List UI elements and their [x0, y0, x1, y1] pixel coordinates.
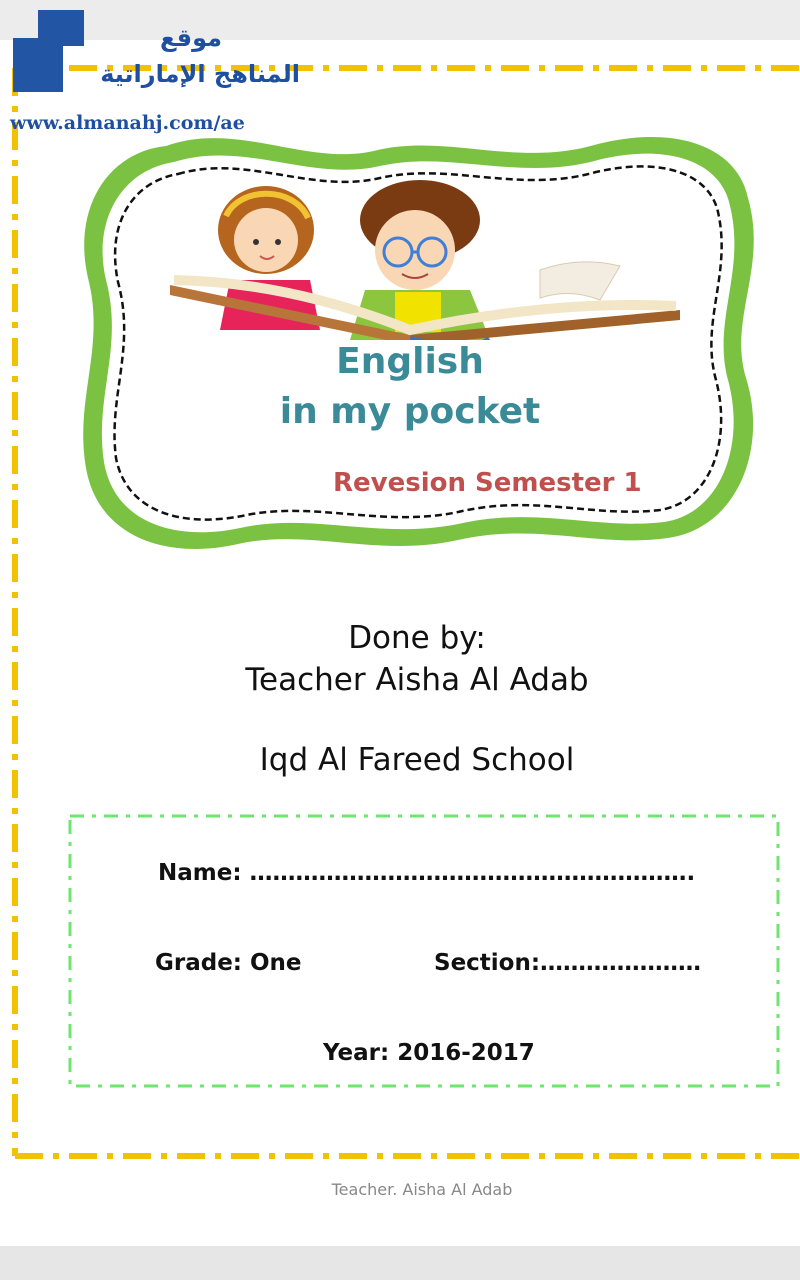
logo-url[interactable]: www.almanahj.com/ae — [10, 112, 245, 134]
logo-arabic-line-2: المناهج الإماراتية — [100, 60, 300, 88]
grade-field: Grade: One — [155, 950, 302, 976]
document-subtitle: Revesion Semester 1 — [333, 468, 642, 498]
almanahj-logo[interactable] — [10, 10, 300, 140]
document-page — [0, 40, 800, 1246]
teacher-name: Teacher Aisha Al Adab — [245, 662, 589, 698]
name-field: Name: …………………………………………………. — [158, 860, 696, 886]
viewer-bottom-bar — [0, 1246, 800, 1280]
done-by-label: Done by: — [348, 620, 486, 656]
logo-square-bottom — [13, 38, 63, 92]
section-field: Section:………………… — [434, 950, 702, 976]
children-reading-book-illustration — [170, 170, 690, 340]
document-title-line-2: in my pocket — [279, 391, 541, 432]
year-field: Year: 2016-2017 — [323, 1040, 535, 1066]
document-title-line-1: English — [336, 341, 484, 382]
logo-arabic-line-1: موقع — [160, 24, 223, 52]
page-footer: Teacher. Aisha Al Adab — [331, 1180, 513, 1199]
school-name: Iqd Al Fareed School — [259, 742, 575, 778]
